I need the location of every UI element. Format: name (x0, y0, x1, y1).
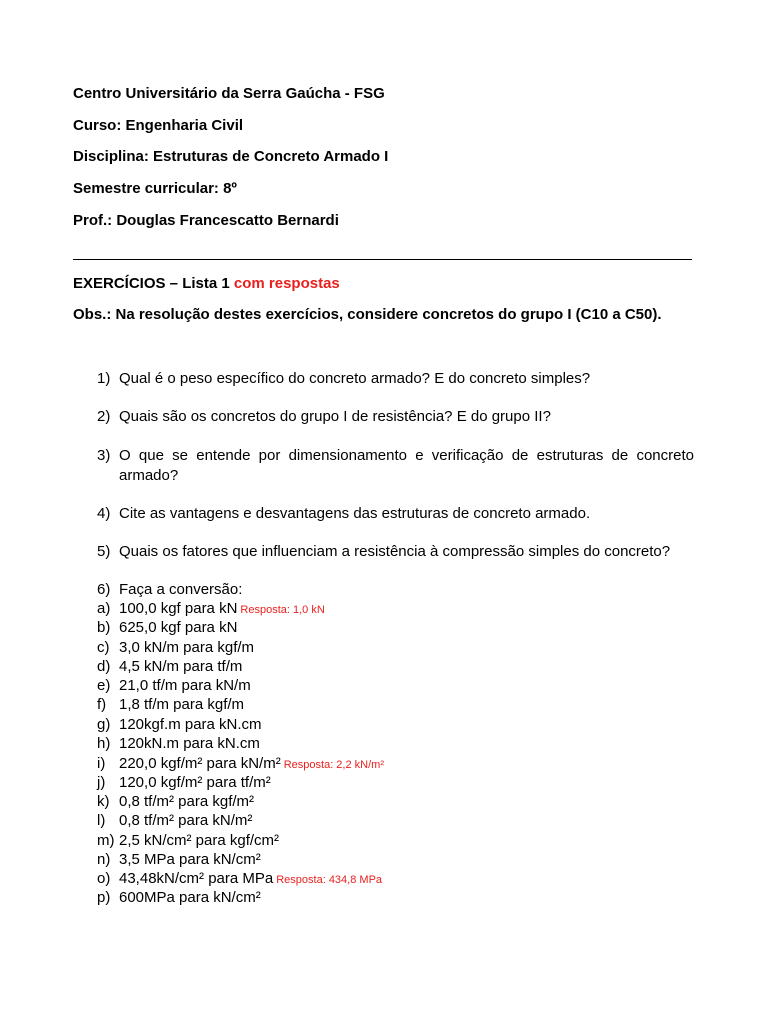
conversion-text: 3,5 MPa para kN/cm² (119, 851, 261, 868)
conversion-letter: o) (97, 870, 111, 887)
conversion-text: 100,0 kgf para kN (119, 600, 238, 617)
conversion-item-a (97, 599, 325, 618)
question-text: Quais são os concretos do grupo I de resistência? E do grupo II? (119, 408, 551, 425)
conversion-letter: k) (97, 793, 110, 810)
exercise-title-highlight: com respostas (233, 275, 340, 292)
conversion-item-c (97, 638, 254, 657)
question-text: Cite as vantagens e desvantagens das estruturas de concreto armado. (119, 505, 591, 522)
conversion-letter: h) (97, 735, 111, 752)
professor-line: Prof.: Douglas Francescatto Bernardi (73, 212, 339, 229)
question-number: 4) (97, 505, 111, 522)
conversion-letter: i) (97, 755, 106, 772)
conversion-answer: Resposta: 2,2 kN/m² (283, 759, 384, 771)
conversion-text: 4,5 kN/m para tf/m (119, 658, 243, 675)
institution-line: Centro Universitário da Serra Gaúcha - FSG (73, 85, 385, 102)
question-number: 5) (97, 543, 111, 560)
conversion-letter: a) (97, 600, 111, 617)
conversion-text: 21,0 tf/m para kN/m (119, 677, 251, 694)
conversion-letter: b) (97, 619, 111, 636)
conversion-text: 2,5 kN/cm² para kgf/cm² (119, 832, 280, 849)
conversion-item-b (97, 618, 237, 637)
question-text: Qual é o peso específico do concreto armado? E do concreto simples? (119, 370, 591, 387)
conversion-letter: f) (97, 696, 107, 713)
conversion-letter: e) (97, 677, 111, 694)
conversion-item-p (97, 888, 261, 907)
conversion-text: 1,8 tf/m para kgf/m (119, 696, 245, 713)
question-text: Quais os fatores que influenciam a resistência à compressão simples do concreto? (119, 543, 671, 560)
question-number: 6) (97, 581, 111, 598)
conversion-item-n (97, 850, 261, 869)
conversion-text: 220,0 kgf/m² para kN/m² (119, 755, 281, 772)
conversion-item-d (97, 657, 242, 676)
observation-line: Obs.: Na resolução destes exercícios, considere concretos do grupo I (C10 a C50). (73, 306, 662, 323)
conversion-item-g (97, 715, 262, 734)
conversion-item-m (97, 831, 279, 850)
horizontal-divider (73, 259, 692, 260)
conversion-letter: m) (97, 832, 115, 849)
conversion-letter: p) (97, 889, 111, 906)
conversion-item-h (97, 734, 260, 753)
conversion-item-i (97, 754, 384, 773)
conversion-text: 0,8 tf/m² para kN/m² (119, 812, 253, 829)
discipline-line: Disciplina: Estruturas de Concreto Armado I (73, 148, 389, 165)
conversion-text: 600MPa para kN/cm² (119, 889, 261, 906)
conversion-text: 120,0 kgf/m² para tf/m² (119, 774, 271, 791)
conversion-letter: d) (97, 658, 111, 675)
question-number: 1) (97, 370, 111, 387)
conversion-letter: c) (97, 639, 110, 656)
exercise-title-main: EXERCÍCIOS – Lista 1 (73, 275, 230, 292)
conversion-text: 120kgf.m para kN.cm (119, 716, 262, 733)
question-number: 3) (97, 447, 111, 464)
conversion-item-l (97, 811, 252, 830)
conversion-item-k (97, 792, 254, 811)
conversion-answer: Resposta: 1,0 kN (240, 604, 325, 616)
exercise-title (73, 275, 340, 292)
question-number: 2) (97, 408, 111, 425)
conversion-letter: g) (97, 716, 111, 733)
conversion-answer: Resposta: 434,8 MPa (276, 874, 383, 886)
semester-line: Semestre curricular: 8º (73, 180, 237, 197)
conversion-text: 120kN.m para kN.cm (119, 735, 260, 752)
conversion-item-f (97, 695, 244, 714)
conversion-letter: j) (97, 774, 106, 791)
question-text: Faça a conversão: (119, 581, 243, 598)
conversion-item-e (97, 676, 251, 695)
conversion-item-o (97, 869, 382, 888)
conversion-item-j (97, 773, 271, 792)
course-line: Curso: Engenharia Civil (73, 117, 244, 134)
conversion-text: 43,48kN/cm² para MPa (119, 870, 274, 887)
conversion-letter: n) (97, 851, 111, 868)
conversion-letter: l) (97, 812, 106, 829)
conversion-text: 0,8 tf/m² para kgf/m² (119, 793, 255, 810)
conversion-text: 625,0 kgf para kN (119, 619, 238, 636)
conversion-text: 3,0 kN/m para kgf/m (119, 639, 255, 656)
question-text: O que se entende por dimensionamento e verificação de estruturas de concreto armado? (119, 447, 694, 484)
